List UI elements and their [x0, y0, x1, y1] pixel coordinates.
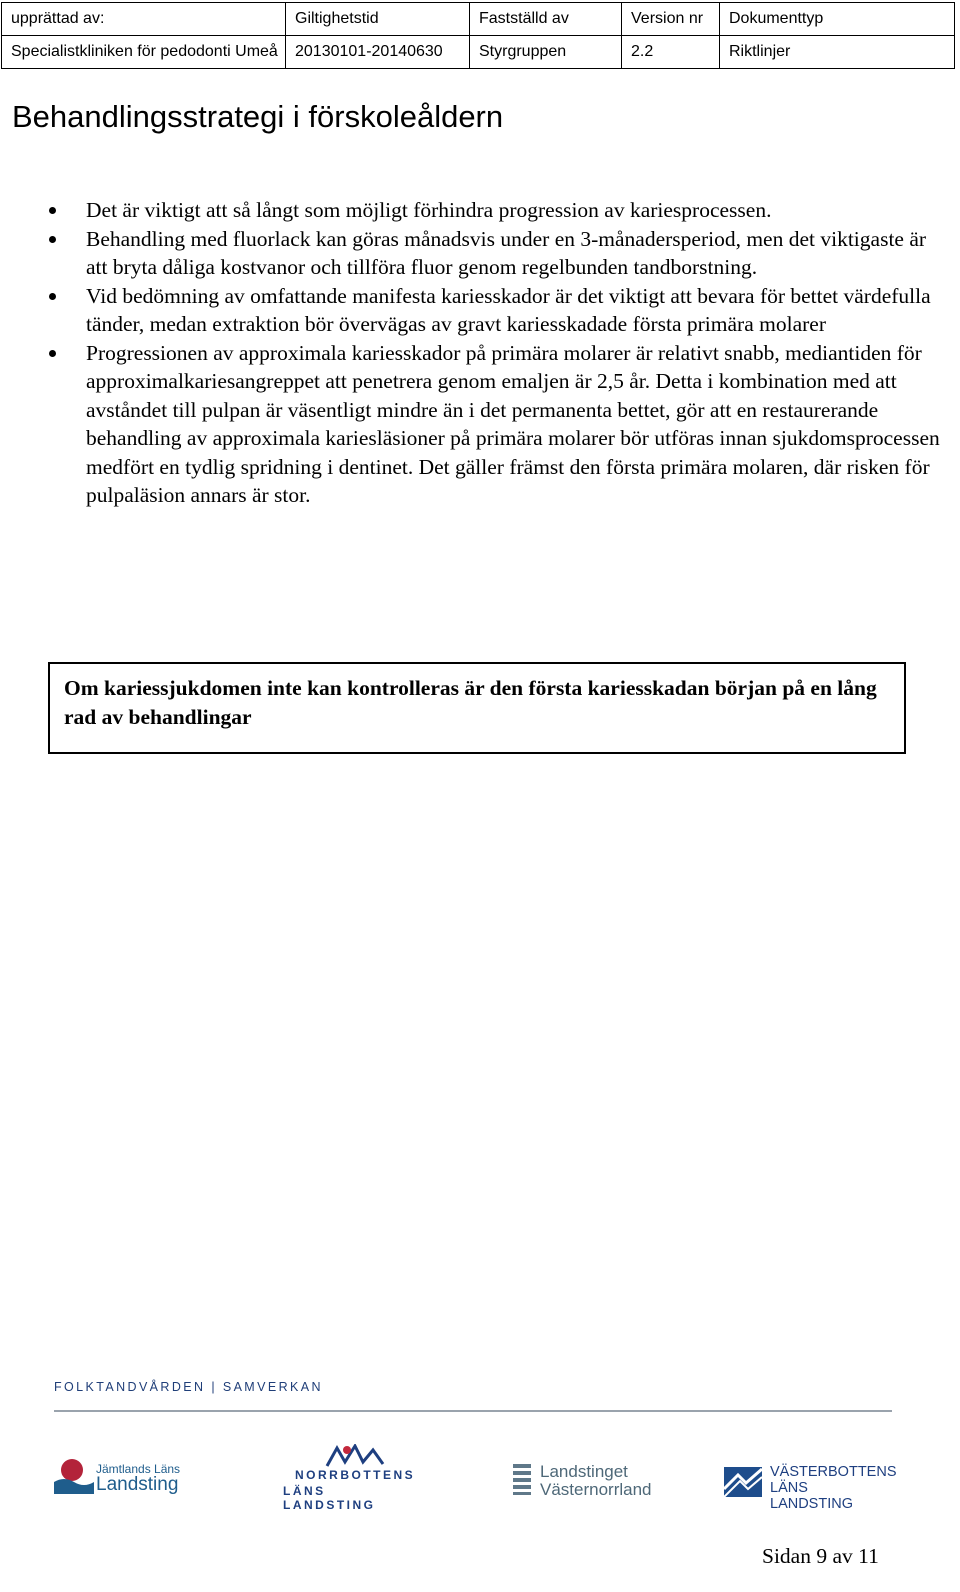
- bullet-icon: [49, 207, 56, 214]
- header-value-row: [2, 36, 955, 69]
- norrbotten-logo-line1: NORRBOTTENS: [295, 1468, 416, 1482]
- bullet-icon: [49, 293, 56, 300]
- footer-divider: [54, 1410, 892, 1412]
- header-value-author: Specialistkliniken för pedodonti Umeå: [2, 36, 286, 69]
- bullet-text: Det är viktigt att så långt som möjligt förhindra progression av kariesprocessen.: [86, 198, 772, 222]
- header-value-version: 2.2: [622, 36, 720, 69]
- norrbotten-logo-line2: LÄNS LANDSTING: [283, 1484, 376, 1512]
- jamtland-landsting-logo: [54, 1452, 194, 1500]
- footer-tagline: FOLKTANDVÅRDEN | SAMVERKAN: [54, 1380, 323, 1394]
- bullet-item: [49, 196, 949, 225]
- jamtland-logo-line2: Landsting: [96, 1474, 179, 1495]
- vasternorrland-emblem-icon: [511, 1462, 533, 1496]
- vasterbotten-emblem-icon: [724, 1467, 762, 1497]
- norrbotten-emblem-icon: [325, 1444, 385, 1468]
- header-label-version: Version nr: [622, 3, 720, 36]
- jamtland-logo-line1: Jämtlands Läns: [96, 1462, 181, 1476]
- header-label-approved-by: Fastställd av: [470, 3, 622, 36]
- vasterbotten-landsting-logo: [724, 1464, 897, 1512]
- page-title: Behandlingsstrategi i förskoleåldern: [12, 99, 504, 134]
- page-number: Sidan 9 av 11: [762, 1544, 879, 1568]
- bullet-text: Behandling med fluorlack kan göras månadsvis under en 3-månadersperiod, men det viktigaste är att bryta dåliga kostvanor och tillföra fluor genom regelbunden tandborstning.: [86, 226, 927, 279]
- bullet-icon: [49, 350, 56, 357]
- vasterbotten-logo-line2: LÄNS LANDSTING: [770, 1480, 853, 1512]
- header-label-row: [2, 3, 955, 36]
- bullet-item: [49, 225, 949, 282]
- bullet-text: Vid bedömning av omfattande manifesta kariesskador är det viktigt att bevara för bettet värdefulla tänder, medan extraktion bör övervägas av gravt kariesskadade första primära molarer: [86, 283, 931, 336]
- bullet-list: [49, 196, 949, 510]
- vasterbotten-logo-line1: VÄSTERBOTTENS: [770, 1464, 897, 1480]
- header-label-author: upprättad av:: [2, 3, 286, 36]
- jamtland-emblem-icon: [54, 1456, 94, 1496]
- callout-box: Om kariessjukdomen inte kan kontrolleras är den första kariesskadan början på en lång rad av behandlingar: [48, 662, 906, 754]
- header-value-approved-by: Styrgruppen: [470, 36, 622, 69]
- bullet-item: [49, 282, 949, 339]
- header-value-validity: 20130101-20140630: [286, 36, 470, 69]
- bullet-item: [49, 339, 949, 510]
- header-label-doctype: Dokumenttyp: [720, 3, 955, 36]
- vasternorrland-logo-line1: Landstinget: [540, 1462, 628, 1481]
- norrbotten-landsting-logo: [283, 1444, 423, 1512]
- vasternorrland-landsting-logo: [511, 1462, 661, 1502]
- header-value-doctype: Riktlinjer: [720, 36, 955, 69]
- bullet-text: Progressionen av approximala kariesskador på primära molarer är relativt snabb, mediantiden för approximalkariesangreppet att penetrera genom emaljen är 2,5 år. Detta i kombination med att avståndet till pulpan är väsentligt mindre än i det permanenta bettet, gör att en restaurerande behandling av approximala kariesläsioner på primära molarer bör utföras innan sjukdomsprocessen medfört en tydlig spridning i dentinet. Det gäller främst den första primära molaren, där risken för pulpaläsion annars är stor.: [86, 340, 940, 507]
- document-header-table: [1, 2, 955, 69]
- vasternorrland-logo-line2: Västernorrland: [540, 1480, 652, 1499]
- header-label-validity: Giltighetstid: [286, 3, 470, 36]
- bullet-icon: [49, 236, 56, 243]
